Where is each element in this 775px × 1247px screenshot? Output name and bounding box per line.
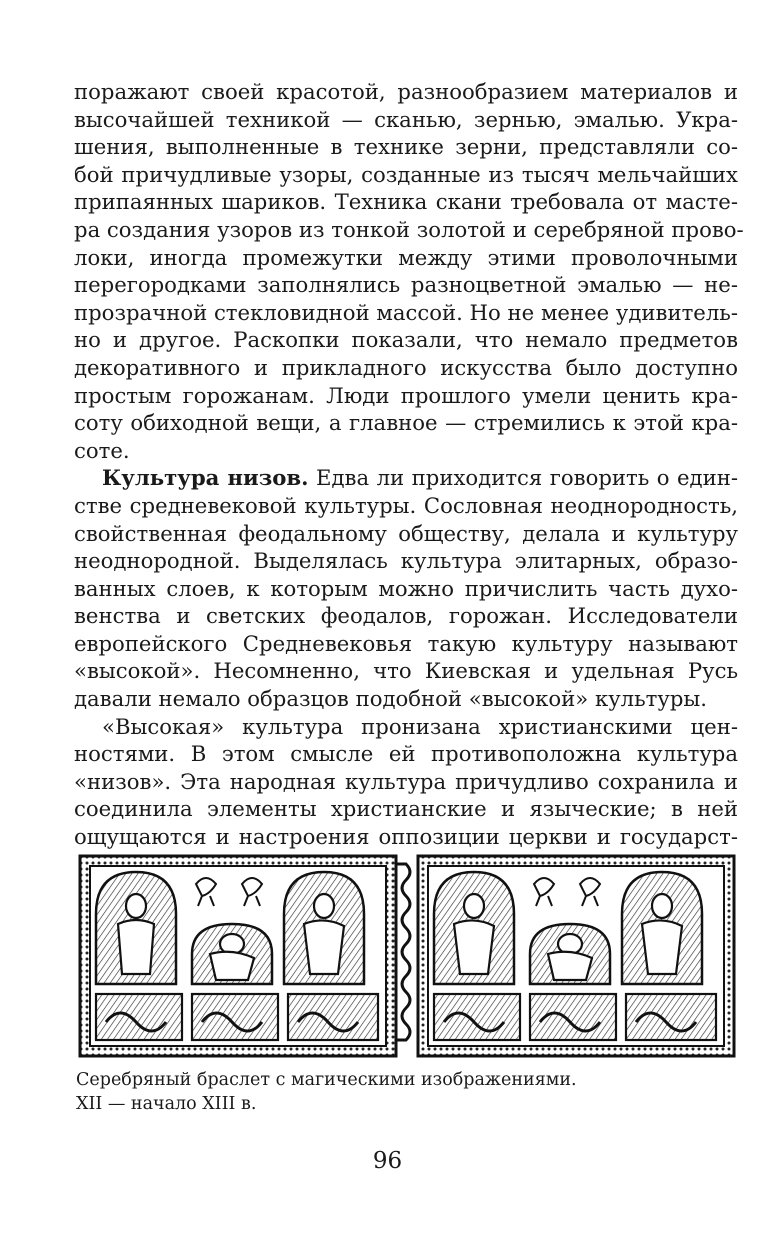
bracelet-illustration — [78, 854, 736, 1059]
paragraph-3 — [74, 713, 738, 851]
page-number: 96 — [372, 1148, 403, 1174]
text-line: давали немало образцов подобной «высокой» культуры. — [74, 686, 707, 712]
text-fragment: Едва ли приходится говорить о един- — [308, 465, 739, 491]
text-line: бой причудливые узоры, созданные из тысяч мельчайших — [74, 161, 738, 187]
text-line: соединила элементы христианские и языческие; в ней — [74, 796, 738, 822]
caption-line: XII — начало XIII в. — [76, 1094, 257, 1114]
text-line: «высокой». Несомненно, что Киевская и удельная Русь — [74, 658, 738, 684]
text-line: ванных слоев, к которым можно причислить часть духо- — [74, 575, 738, 601]
paragraph-2 — [74, 464, 738, 712]
right-plate — [418, 856, 734, 1056]
text-line: ра создания узоров из тонкой золотой и серебряной прово- — [74, 216, 744, 242]
paragraph-1 — [74, 78, 744, 464]
text-line: ощущаются и настроения оппозиции церкви и государст- — [74, 824, 738, 850]
text-line: простым горожанам. Люди прошлого умели ценить кра- — [74, 382, 738, 408]
left-plate — [80, 856, 396, 1056]
text-line: «Высокая» культура пронизана христианскими цен- — [102, 713, 738, 739]
text-line: шения, выполненные в технике зерни, представляли со- — [74, 134, 738, 160]
text-line: стве средневековой культуры. Сословная неоднородность, — [74, 492, 738, 518]
text-line: свойственная феодальному обществу, делала и культуру — [74, 520, 738, 546]
text-line: припаянных шариков. Техника скани требовала от масте- — [74, 189, 738, 215]
text-line: высочайшей техникой — сканью, зернью, эмалью. Укра- — [74, 106, 738, 132]
body-text — [74, 78, 744, 851]
figure-caption — [76, 1068, 736, 1116]
text-line: «низов». Эта народная культура причудливо сохранила и — [74, 768, 738, 794]
text-line: ностями. В этом смысле ей противоположна культура — [74, 741, 738, 767]
text-line: локи, иногда промежутки между этими проволочными — [74, 244, 738, 270]
text-line: декоративного и прикладного искусства было доступно — [74, 354, 738, 380]
text-line: венства и светских феодалов, горожан. Исследователи — [74, 603, 738, 629]
text-line: соту обиходной вещи, а главное — стремились к этой кра- — [74, 410, 738, 436]
text-line: прозрачной стекловидной массой. Но не менее удивитель- — [74, 299, 738, 325]
text-line: европейского Средневековья такую культуру называют — [74, 630, 738, 656]
section-heading: Культура низов. — [102, 465, 309, 491]
text-line: соте. — [74, 437, 130, 463]
text-line — [74, 464, 738, 492]
bracelet-hinge — [396, 864, 410, 1040]
silver-bracelet-engraving-icon — [78, 854, 736, 1059]
text-line: перегородками заполнялись разноцветной эмалью — не- — [74, 272, 738, 298]
caption-line: Серебряный браслет с магическими изображениями. — [76, 1070, 577, 1090]
text-line: но и другое. Раскопки показали, что немало предметов — [74, 327, 738, 353]
text-line: поражают своей красотой, разнообразием материалов и — [74, 79, 738, 104]
text-line: неоднородной. Выделялась культура элитарных, образо- — [74, 548, 738, 574]
